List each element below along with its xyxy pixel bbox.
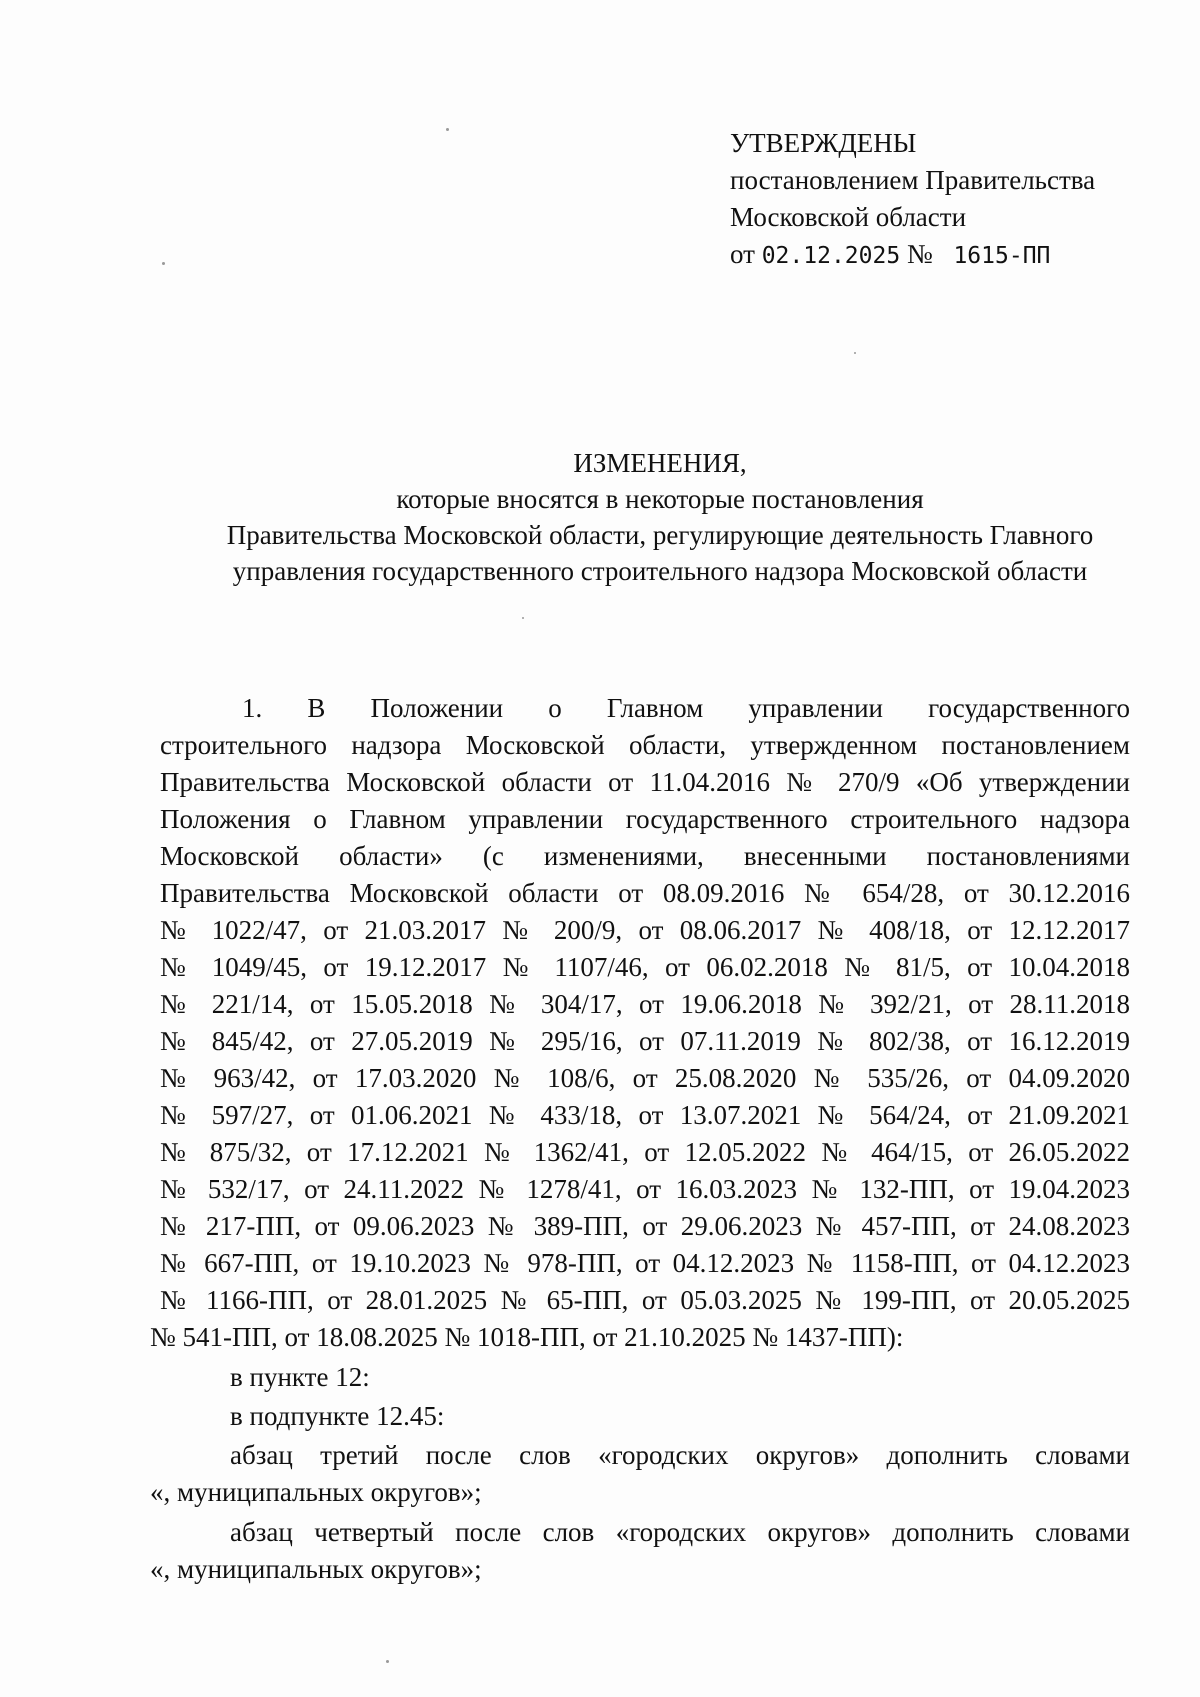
scan-speck <box>162 262 165 265</box>
stamp-approved: УТВЕРЖДЕНЫ <box>730 128 917 158</box>
title-line2: Правительства Московской области, регулирующие деятельность Главного <box>226 520 1094 550</box>
item-point-12: в пункте 12: <box>230 1362 370 1392</box>
stamp-date-prefix: от <box>730 239 755 269</box>
paragraph-1-line: № 217-ПП, от 09.06.2023 № 389-ПП, от 29.06.2023 № 457-ПП, от 24.08.2023 <box>160 1211 1130 1241</box>
scan-speck <box>854 352 856 354</box>
stamp-date: 02.12.2025 <box>761 243 901 269</box>
abzac-4-line2: «, муниципальных округов»; <box>150 1554 482 1584</box>
paragraph-1-line: № 597/27, от 01.06.2021 № 433/18, от 13.07.2021 № 564/24, от 21.09.2021 <box>160 1100 1130 1130</box>
stamp-number-sign: № <box>906 239 933 269</box>
stamp-number: 1615-ПП <box>953 243 1051 269</box>
item-subpoint-12-45: в подпункте 12.45: <box>230 1401 445 1431</box>
scan-speck <box>522 617 524 619</box>
paragraph-1-line: № 845/42, от 27.05.2019 № 295/16, от 07.11.2019 № 802/38, от 16.12.2019 <box>160 1026 1130 1056</box>
title-line3: управления государственного строительного надзора Московской области <box>232 556 1088 586</box>
title-heading: ИЗМЕНЕНИЯ, <box>573 448 747 478</box>
scan-speck <box>446 128 449 131</box>
paragraph-1-line: № 667-ПП, от 19.10.2023 № 978-ПП, от 04.12.2023 № 1158-ПП, от 04.12.2023 <box>160 1248 1130 1278</box>
paragraph-1-line: Московской области» (с изменениями, внесенными постановлениями <box>160 841 1130 871</box>
paragraph-1-line: № 532/17, от 24.11.2022 № 1278/41, от 16.03.2023 № 132-ПП, от 19.04.2023 <box>160 1174 1130 1204</box>
document-body <box>150 690 1130 1588</box>
paragraph-1-line: 1. В Положении о Главном управлении государственного <box>242 693 1130 723</box>
paragraph-1-line: Правительства Московской области от 11.04.2016 № 270/9 «Об утверждении <box>160 767 1130 797</box>
approval-stamp <box>730 125 1095 275</box>
paragraph-1-line: № 875/32, от 17.12.2021 № 1362/41, от 12.05.2022 № 464/15, от 26.05.2022 <box>160 1137 1130 1167</box>
paragraph-1 <box>150 690 1130 1356</box>
abzac-4-line1: абзац четвертый после слов «городских округов» дополнить словами <box>230 1517 1130 1547</box>
abzac-3-line2: «, муниципальных округов»; <box>150 1477 482 1507</box>
paragraph-1-line: № 221/14, от 15.05.2018 № 304/17, от 19.06.2018 № 392/21, от 28.11.2018 <box>160 989 1130 1019</box>
abzac-3-line1: абзац третий после слов «городских округов» дополнить словами <box>230 1440 1130 1470</box>
paragraph-1-line: № 1049/45, от 19.12.2017 № 1107/46, от 06.02.2018 № 81/5, от 10.04.2018 <box>160 952 1130 982</box>
document-title <box>0 445 1200 589</box>
scan-speck <box>386 1660 389 1663</box>
paragraph-1-line: № 1022/47, от 21.03.2017 № 200/9, от 08.06.2017 № 408/18, от 12.12.2017 <box>160 915 1130 945</box>
title-line1: которые вносятся в некоторые постановления <box>396 484 924 514</box>
stamp-date-row <box>730 236 1095 275</box>
paragraph-1-line: строительного надзора Московской области, утвержденном постановлением <box>160 730 1130 760</box>
paragraph-1-line: Правительства Московской области от 08.09.2016 № 654/28, от 30.12.2016 <box>160 878 1130 908</box>
stamp-line1: постановлением Правительства <box>730 165 1096 195</box>
paragraph-1-line: № 963/42, от 17.03.2020 № 108/6, от 25.08.2020 № 535/26, от 04.09.2020 <box>160 1063 1130 1093</box>
paragraph-1-line: Положения о Главном управлении государственного строительного надзора <box>160 804 1130 834</box>
stamp-line2: Московской области <box>730 202 967 232</box>
paragraph-1-line: № 1166-ПП, от 28.01.2025 № 65-ПП, от 05.03.2025 № 199-ПП, от 20.05.2025 <box>160 1285 1130 1315</box>
paragraph-1-line: № 541-ПП, от 18.08.2025 № 1018-ПП, от 21.10.2025 № 1437-ПП): <box>150 1322 904 1352</box>
